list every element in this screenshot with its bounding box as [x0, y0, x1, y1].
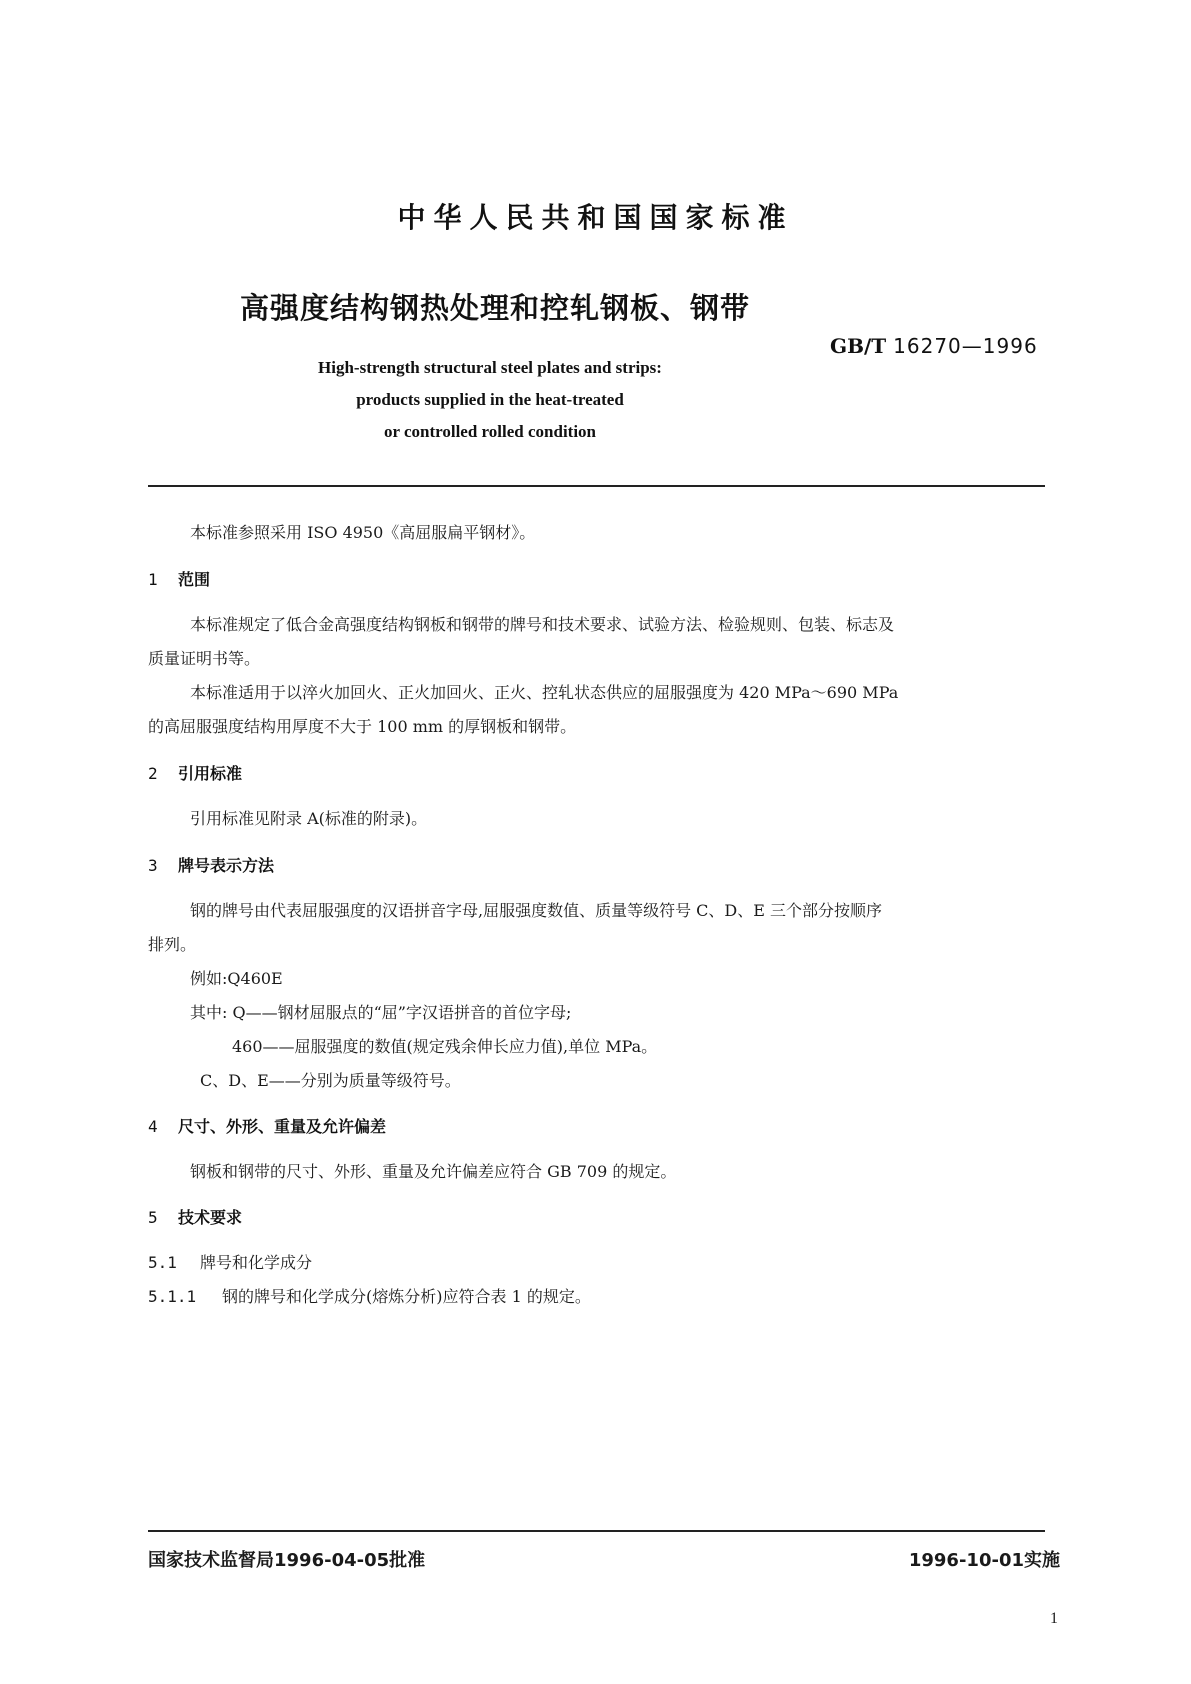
title-en-line: or controlled rolled condition [383, 422, 597, 441]
header-divider [148, 485, 1045, 487]
section-title: 技术要求 [178, 1208, 243, 1227]
document-title-english [190, 352, 790, 448]
section-5-heading [148, 1201, 242, 1235]
implementation-date: 1996-10-01实施 [908, 1550, 1060, 1571]
section-number: 2 [148, 764, 158, 783]
section-4-heading [148, 1110, 386, 1144]
national-standard-heading: 中华人民共和国国家标准 [397, 201, 794, 234]
subsection-5-1-1 [148, 1280, 591, 1314]
section-number: 5 [148, 1208, 158, 1227]
paragraph-line: 本标准适用于以淬火加回火、正火加回火、正火、控轧状态供应的屈服强度为 420 MPa～690 MPa [190, 683, 899, 702]
section-2-heading [148, 757, 242, 791]
paragraph-line: 引用标准见附录 A(标准的附录)。 [190, 809, 428, 828]
paragraph-line: 钢板和钢带的尺寸、外形、重量及允许偏差应符合 GB 709 的规定。 [190, 1162, 677, 1181]
definition-line: 460——屈服强度的数值(规定残余伸长应力值),单位 MPa。 [232, 1037, 658, 1056]
standard-number [830, 334, 1038, 358]
definition-line: C、D、E——分别为质量等级符号。 [200, 1071, 461, 1090]
subsection-text: 钢的牌号和化学成分(熔炼分析)应符合表 1 的规定。 [222, 1287, 591, 1306]
standard-number-value: 16270—1996 [893, 334, 1038, 358]
example-line: 例如:Q460E [190, 969, 283, 988]
section-3-heading [148, 849, 274, 883]
subsection-5-1 [148, 1246, 312, 1280]
section-title: 尺寸、外形、重量及允许偏差 [178, 1117, 387, 1136]
title-en-line: High-strength structural steel plates and strips: [318, 358, 662, 377]
paragraph-line: 排列。 [148, 935, 197, 954]
section-number: 1 [148, 570, 158, 589]
section-number: 3 [148, 856, 158, 875]
title-en-line: products supplied in the heat-treated [356, 390, 624, 409]
subsection-title: 牌号和化学成分 [200, 1253, 313, 1272]
definition-line: 其中: Q——钢材屈服点的“屈”字汉语拼音的首位字母; [190, 1003, 572, 1022]
paragraph-line: 的高屈服强度结构用厚度不大于 100 mm 的厚钢板和钢带。 [148, 717, 577, 736]
intro-paragraph: 本标准参照采用 ISO 4950《高屈服扁平钢材》。 [190, 523, 536, 542]
paragraph-line: 本标准规定了低合金高强度结构钢板和钢带的牌号和技术要求、试验方法、检验规则、包装、标志及 [190, 615, 895, 634]
approval-date: 国家技术监督局1996-04-05批准 [148, 1550, 426, 1571]
subsection-number: 5.1 [148, 1253, 177, 1272]
paragraph-line: 质量证明书等。 [148, 649, 261, 668]
paragraph-line: 钢的牌号由代表屈服强度的汉语拼音字母,屈服强度数值、质量等级符号 C、D、E 三个部分按顺序 [190, 901, 883, 920]
document-title-chinese: 高强度结构钢热处理和控轧钢板、钢带 [239, 291, 750, 325]
footer-divider [148, 1530, 1045, 1532]
section-1-heading [148, 563, 210, 597]
section-title: 范围 [178, 570, 211, 589]
section-number: 4 [148, 1117, 158, 1136]
subsection-number: 5.1.1 [148, 1287, 197, 1306]
page-number: 1 [1050, 1610, 1058, 1627]
section-title: 牌号表示方法 [178, 856, 275, 875]
section-title: 引用标准 [178, 764, 243, 783]
standard-prefix: GB/T [830, 334, 887, 358]
